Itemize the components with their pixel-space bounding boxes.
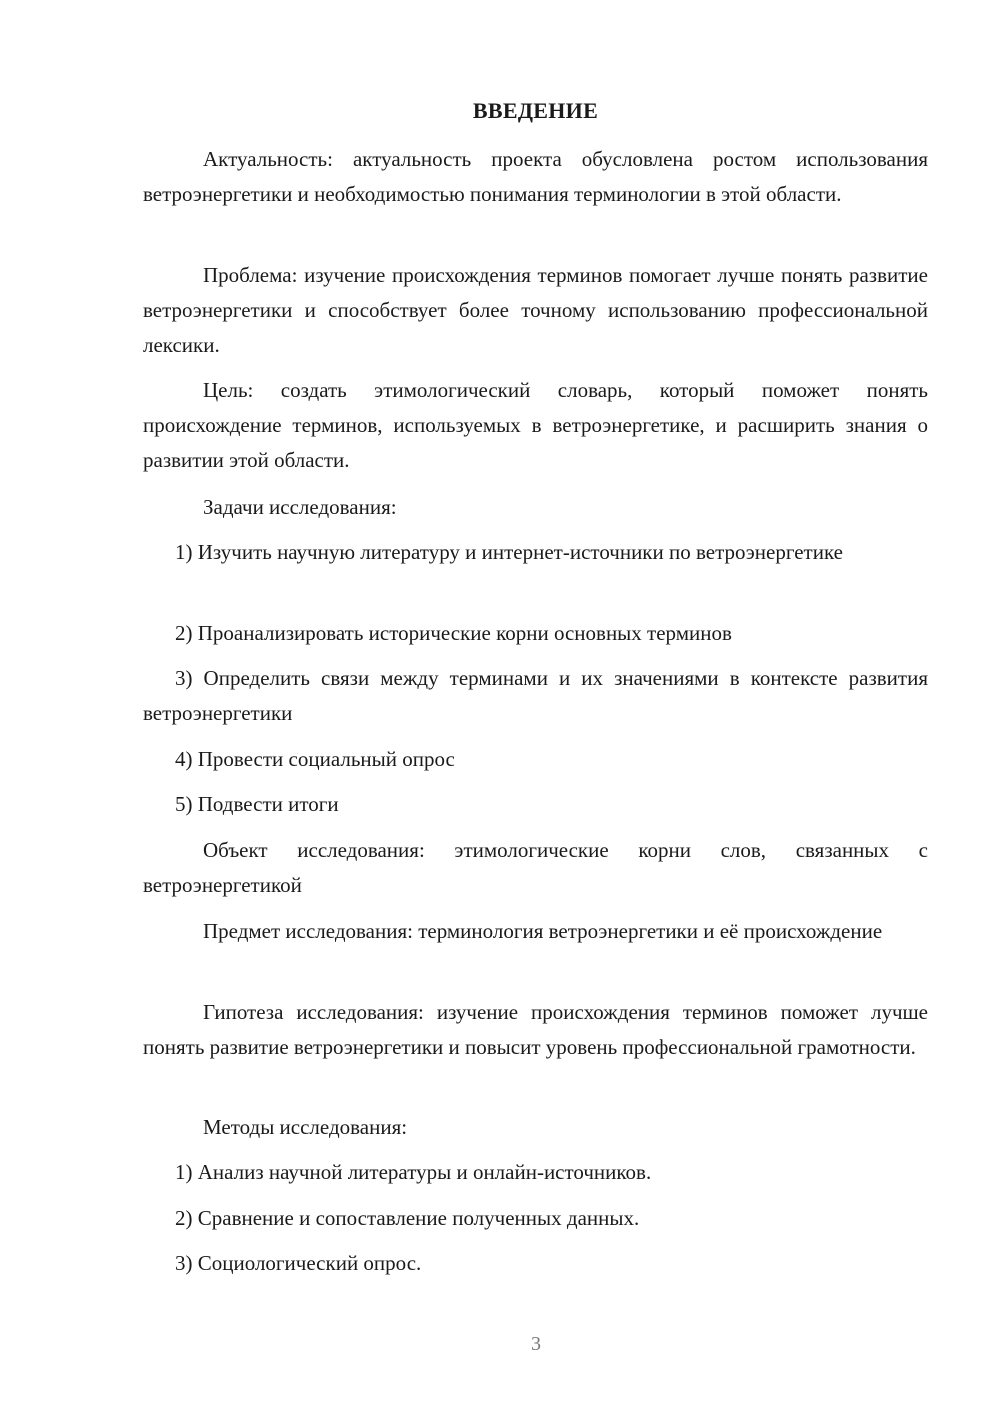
page-number: 3 bbox=[531, 1333, 541, 1355]
list-item-task-5: 5) Подвести итоги bbox=[175, 792, 339, 816]
list-item-task-2: 2) Проанализировать исторические корни основных терминов bbox=[175, 621, 732, 645]
list-item-method-2: 2) Сравнение и сопоставление полученных данных. bbox=[175, 1206, 640, 1230]
paragraph-methods-heading: Методы исследования: bbox=[203, 1115, 408, 1139]
paragraph-subject: Предмет исследования: терминология ветроэнергетики и её происхождение bbox=[203, 919, 883, 943]
list-item-method-3: 3) Социологический опрос. bbox=[175, 1251, 422, 1275]
list-item-task-1: 1) Изучить научную литературу и интернет-источники по ветроэнергетике bbox=[175, 540, 843, 564]
page-title: ВВЕДЕНИЕ bbox=[472, 98, 599, 123]
list-item-task-3: 3) Определить связи между терминами и их значениями в контексте развития ветроэнергетики bbox=[143, 666, 928, 725]
paragraph-tasks-heading: Задачи исследования: bbox=[203, 495, 397, 519]
list-item-task-4: 4) Провести социальный опрос bbox=[175, 747, 455, 771]
paragraph-problem: Проблема: изучение происхождения терминов помогает лучше понять развитие ветроэнергетики и способствует более точному использованию профессиональной лексики. bbox=[143, 263, 928, 357]
list-item-method-1: 1) Анализ научной литературы и онлайн-источников. bbox=[175, 1160, 652, 1184]
paragraph-hypothesis: Гипотеза исследования: изучение происхождения терминов поможет лучше понять развитие ветроэнергетики и повысит уровень профессиональной грамотности. bbox=[143, 1000, 928, 1059]
paragraph-goal: Цель: создать этимологический словарь, который поможет понять происхождение терминов, используемых в ветроэнергетике, и расширить знания о развитии этой области. bbox=[143, 378, 928, 472]
paragraph-object: Объект исследования: этимологические корни слов, связанных с ветроэнергетикой bbox=[143, 838, 928, 897]
paragraph-relevance: Актуальность: актуальность проекта обусловлена ростом использования ветроэнергетики и необходимостью понимания терминологии в этой области. bbox=[143, 147, 928, 206]
